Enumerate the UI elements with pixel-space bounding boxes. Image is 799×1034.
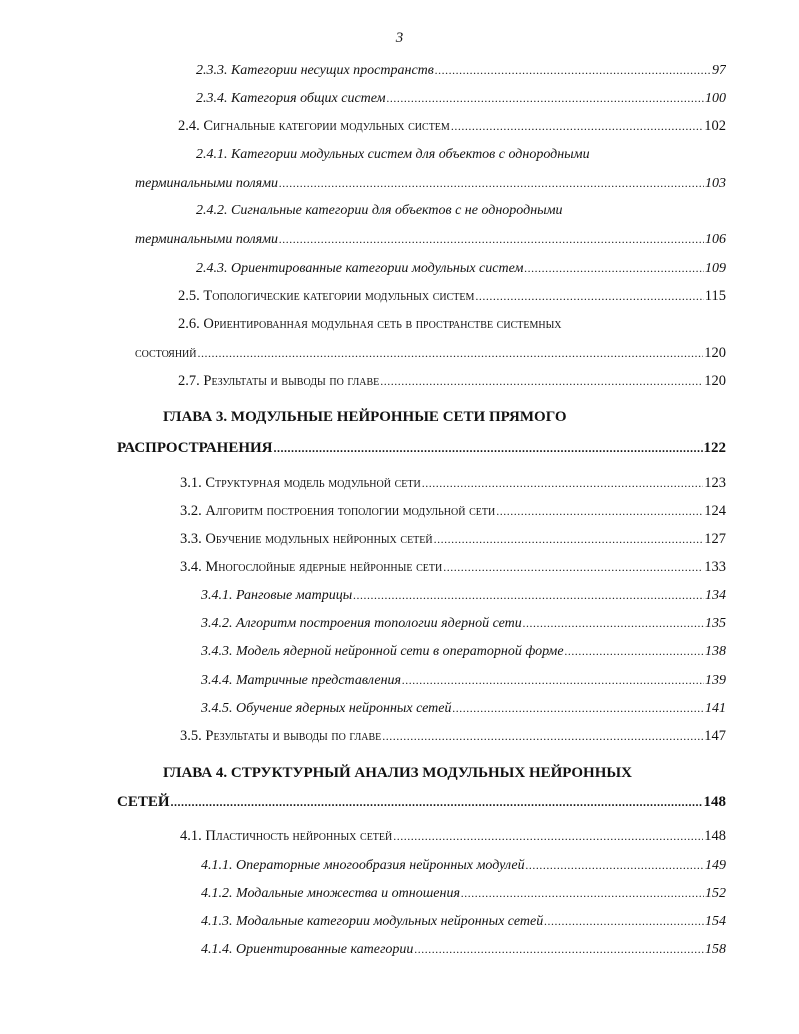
toc-entry-3-5[interactable] — [180, 726, 726, 746]
toc-entry-page: 147 — [704, 728, 726, 744]
toc-chapter-4[interactable] — [117, 792, 726, 812]
toc-entry-page: 100 — [705, 91, 726, 106]
toc-entry-title: 2.4.3. Ориентированные категории модульных систем — [196, 261, 524, 276]
toc-entry-title: 3.4.5. Обучение ядерных нейронных сетей — [201, 701, 452, 716]
toc-entry-title: 3.3. Обучение модульных нейронных сетей — [180, 531, 433, 547]
toc-entry-2-4-1[interactable] — [135, 173, 726, 193]
toc-entry-3-4-3[interactable] — [201, 641, 726, 661]
toc-entry-title: 3.2. Алгоритм построения топологии модульной сети — [180, 503, 496, 519]
toc-entry-page: 135 — [705, 616, 726, 631]
toc-entry-title: 4.1.3. Модальные категории модульных нейронных сетей — [201, 914, 544, 929]
toc-entry-4-1-4[interactable] — [201, 939, 726, 959]
toc-entry-2-4[interactable] — [178, 116, 726, 136]
toc-entry-title: 4.1.4. Ориентированные категории — [201, 942, 414, 957]
toc-entry-title: 2.3.3. Категории несущих пространств — [196, 63, 434, 78]
toc-entry-4-1[interactable] — [180, 826, 726, 846]
toc-entry-3-1[interactable] — [180, 473, 726, 493]
toc-entry-page: 149 — [705, 858, 726, 873]
toc-entry-2-4-1-line1: 2.4.1. Категории модульных систем для объектов с однородными — [196, 147, 590, 162]
toc-entry-4-1-1[interactable] — [201, 855, 726, 875]
toc-entry-title: 2.7. Результаты и выводы по главе — [178, 373, 380, 389]
toc-entry-3-2[interactable] — [180, 501, 726, 521]
toc-entry-2-4-2[interactable] — [135, 229, 726, 249]
toc-entry-title: 2.5. Топологические категории модульных систем — [178, 288, 475, 304]
toc-entry-3-4[interactable] — [180, 557, 726, 577]
toc-entry-title: 2.4. Сигнальные категории модульных систем — [178, 118, 450, 134]
toc-entry-page: 120 — [704, 373, 726, 389]
toc-entry-2-6[interactable] — [135, 343, 726, 363]
toc-entry-2-6-line1: 2.6. Ориентированная модульная сеть в пространстве системных — [178, 316, 562, 332]
toc-entry-page: 123 — [704, 475, 726, 491]
toc-entry-page: 154 — [705, 914, 726, 929]
toc-entry-2-7[interactable] — [178, 371, 726, 391]
page-number: 3 — [395, 30, 404, 46]
toc-entry-title: 3.5. Результаты и выводы по главе — [180, 728, 382, 744]
toc-entry-title: СЕТЕЙ — [117, 794, 170, 810]
toc-entry-4-1-2[interactable] — [201, 883, 726, 903]
toc-entry-2-3-3[interactable] — [196, 60, 726, 80]
toc-entry-title: 4.1. Пластичность нейронных сетей — [180, 828, 393, 844]
toc-entry-page: 148 — [703, 794, 726, 810]
toc-entry-page: 103 — [705, 176, 726, 191]
toc-entry-3-4-4[interactable] — [201, 670, 726, 690]
toc-entry-title: 3.1. Структурная модель модульной сети — [180, 475, 421, 491]
toc-entry-page: 134 — [705, 588, 726, 603]
toc-entry-title: РАСПРОСТРАНЕНИЯ — [117, 440, 273, 456]
toc-entry-title: терминальными полями — [135, 176, 279, 191]
toc-entry-title: 3.4.3. Модель ядерной нейронной сети в операторной форме — [201, 644, 564, 659]
toc-entry-page: 133 — [704, 559, 726, 575]
toc-entry-page: 109 — [705, 261, 726, 276]
toc-entry-title: 3.4.2. Алгоритм построения топологии ядерной сети — [201, 616, 522, 631]
toc-entry-4-1-3[interactable] — [201, 911, 726, 931]
toc-entry-3-4-1[interactable] — [201, 585, 726, 605]
toc-entry-page: 152 — [705, 886, 726, 901]
toc-entry-page: 122 — [703, 440, 726, 456]
toc-entry-page: 120 — [704, 345, 726, 361]
toc-entry-page: 102 — [704, 118, 726, 134]
toc-chapter-3[interactable] — [117, 438, 726, 458]
toc-entry-page: 97 — [712, 63, 726, 78]
toc-entry-page: 127 — [704, 531, 726, 547]
toc-entry-2-4-2-line1: 2.4.2. Сигнальные категории для объектов с не однородными — [196, 203, 563, 218]
toc-entry-title: 3.4. Многослойные ядерные нейронные сети — [180, 559, 443, 575]
toc-entry-title: 2.3.4. Категория общих систем — [196, 91, 386, 106]
toc-entry-page: 139 — [705, 673, 726, 688]
toc-entry-page: 141 — [705, 701, 726, 716]
toc-entry-2-3-4[interactable] — [196, 88, 726, 108]
toc-entry-3-3[interactable] — [180, 529, 726, 549]
toc-entry-title: терминальными полями — [135, 232, 279, 247]
toc-entry-2-5[interactable] — [178, 286, 726, 306]
toc-entry-title: 4.1.2. Модальные множества и отношения — [201, 886, 460, 901]
toc-entry-page: 148 — [704, 828, 726, 844]
toc-entry-page: 106 — [705, 232, 726, 247]
toc-chapter-3-line1: ГЛАВА 3. МОДУЛЬНЫЕ НЕЙРОННЫЕ СЕТИ ПРЯМОГО — [163, 409, 567, 425]
toc-entry-title: 3.4.4. Матричные представления — [201, 673, 402, 688]
toc-entry-page: 115 — [704, 288, 726, 304]
toc-entry-title: состояний — [135, 345, 197, 361]
toc-entry-3-4-2[interactable] — [201, 613, 726, 633]
toc-entry-page: 124 — [704, 503, 726, 519]
toc-entry-title: 3.4.1. Ранговые матрицы — [201, 588, 353, 603]
toc-entry-title: 4.1.1. Операторные многообразия нейронных модулей — [201, 858, 525, 873]
toc-entry-page: 158 — [705, 942, 726, 957]
toc-entry-page: 138 — [705, 644, 726, 659]
toc-entry-3-4-5[interactable] — [201, 698, 726, 718]
toc-chapter-4-line1: ГЛАВА 4. СТРУКТУРНЫЙ АНАЛИЗ МОДУЛЬНЫХ НЕЙРОННЫХ — [163, 765, 632, 781]
toc-entry-2-4-3[interactable] — [196, 258, 726, 278]
